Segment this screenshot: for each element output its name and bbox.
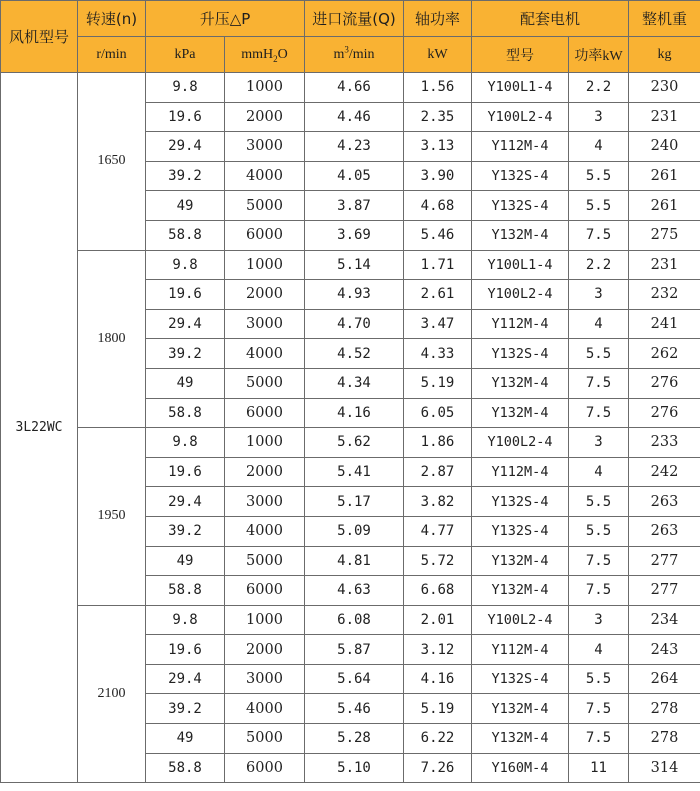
- weight-cell: 278: [629, 694, 700, 724]
- speed-unit: r/min: [78, 37, 146, 73]
- flow-cell: 6.08: [305, 605, 404, 635]
- weight-cell: 232: [629, 280, 700, 310]
- flow-cell: 5.46: [305, 694, 404, 724]
- flow-cell: 4.34: [305, 368, 404, 398]
- shaft-power-cell: 2.35: [404, 102, 472, 132]
- kpa-cell: 29.4: [146, 309, 225, 339]
- mmh2o-cell: 1000: [225, 73, 305, 103]
- motor-power-cell: 5.5: [569, 161, 629, 191]
- table-row: [1, 250, 700, 280]
- weight-cell: 276: [629, 368, 700, 398]
- header-row-units: [1, 37, 700, 73]
- flow-cell: 5.10: [305, 753, 404, 783]
- weight-cell: 275: [629, 220, 700, 250]
- mmh2o-cell: 1000: [225, 250, 305, 280]
- table-body: [1, 73, 700, 783]
- motor-model-cell: Y132S-4: [472, 161, 569, 191]
- fan-model-header: 风机型号: [1, 1, 78, 73]
- motor-power-cell: 7.5: [569, 546, 629, 576]
- motor-model-cell: Y112M-4: [472, 635, 569, 665]
- shaft-power-cell: 5.72: [404, 546, 472, 576]
- motor-model-cell: Y132M-4: [472, 398, 569, 428]
- motor-power-cell: 5.5: [569, 516, 629, 546]
- weight-cell: 314: [629, 753, 700, 783]
- motor-power-cell: 7.5: [569, 220, 629, 250]
- kpa-cell: 49: [146, 724, 225, 754]
- flow-cell: 5.14: [305, 250, 404, 280]
- motor-power-cell: 4: [569, 635, 629, 665]
- shaft-power-cell: 4.68: [404, 191, 472, 221]
- flow-cell: 5.41: [305, 457, 404, 487]
- flow-cell: 3.87: [305, 191, 404, 221]
- motor-model-cell: Y132S-4: [472, 516, 569, 546]
- flow-cell: 5.09: [305, 516, 404, 546]
- motor-model-cell: Y100L2-4: [472, 428, 569, 458]
- flow-cell: 5.17: [305, 487, 404, 517]
- kpa-cell: 9.8: [146, 428, 225, 458]
- motor-power-cell: 7.5: [569, 694, 629, 724]
- speed-cell: 1650: [78, 73, 146, 251]
- mmh2o-cell: 3000: [225, 664, 305, 694]
- shaft-power-cell: 1.71: [404, 250, 472, 280]
- shaft-power-cell: 3.12: [404, 635, 472, 665]
- motor-power-cell: 7.5: [569, 576, 629, 606]
- fan-model-cell: 3L22WC: [1, 73, 78, 783]
- mmh2o-cell: 4000: [225, 161, 305, 191]
- weight-cell: 278: [629, 724, 700, 754]
- motor-model-cell: Y132S-4: [472, 339, 569, 369]
- motor-model-cell: Y100L2-4: [472, 102, 569, 132]
- shaft-power-cell: 5.19: [404, 368, 472, 398]
- shaft-power-unit: kW: [404, 37, 472, 73]
- mmh2o-cell: 6000: [225, 220, 305, 250]
- motor-power-cell: 4: [569, 457, 629, 487]
- table-row: [1, 428, 700, 458]
- header-row-main: [1, 1, 700, 37]
- mmh2o-cell: 4000: [225, 694, 305, 724]
- shaft-power-cell: 3.90: [404, 161, 472, 191]
- weight-cell: 230: [629, 73, 700, 103]
- shaft-power-cell: 7.26: [404, 753, 472, 783]
- weight-cell: 261: [629, 191, 700, 221]
- shaft-power-cell: 2.87: [404, 457, 472, 487]
- weight-cell: 231: [629, 250, 700, 280]
- kpa-cell: 19.6: [146, 635, 225, 665]
- motor-model-cell: Y132M-4: [472, 546, 569, 576]
- mmh2o-cell: 1000: [225, 428, 305, 458]
- motor-model-cell: Y132M-4: [472, 220, 569, 250]
- flow-unit: [305, 37, 404, 73]
- kpa-cell: 39.2: [146, 339, 225, 369]
- flow-cell: 4.23: [305, 132, 404, 162]
- motor-model-header: 型号: [472, 37, 569, 73]
- motor-power-cell: 3: [569, 280, 629, 310]
- mmh2o-cell: 2000: [225, 457, 305, 487]
- motor-model-cell: Y132M-4: [472, 368, 569, 398]
- mmh2o-unit-subscript: 2: [273, 53, 278, 64]
- flow-cell: 4.93: [305, 280, 404, 310]
- flow-cell: 4.05: [305, 161, 404, 191]
- table-row: [1, 73, 700, 103]
- motor-power-cell: 5.5: [569, 487, 629, 517]
- shaft-power-cell: 2.61: [404, 280, 472, 310]
- motor-power-cell: 11: [569, 753, 629, 783]
- shaft-power-cell: 2.01: [404, 605, 472, 635]
- motor-model-cell: Y160M-4: [472, 753, 569, 783]
- flow-cell: 5.87: [305, 635, 404, 665]
- shaft-power-cell: 1.86: [404, 428, 472, 458]
- mmh2o-cell: 5000: [225, 191, 305, 221]
- motor-power-cell: 7.5: [569, 724, 629, 754]
- mmh2o-cell: 6000: [225, 753, 305, 783]
- motor-model-cell: Y132M-4: [472, 694, 569, 724]
- motor-model-cell: Y100L1-4: [472, 73, 569, 103]
- motor-power-cell: 3: [569, 428, 629, 458]
- kpa-cell: 58.8: [146, 398, 225, 428]
- kpa-cell: 58.8: [146, 576, 225, 606]
- kpa-cell: 9.8: [146, 605, 225, 635]
- motor-model-cell: Y132S-4: [472, 487, 569, 517]
- flow-cell: 4.70: [305, 309, 404, 339]
- weight-cell: 241: [629, 309, 700, 339]
- kpa-cell: 19.6: [146, 457, 225, 487]
- weight-cell: 240: [629, 132, 700, 162]
- speed-cell: 1800: [78, 250, 146, 428]
- speed-cell: 1950: [78, 428, 146, 606]
- shaft-power-cell: 3.82: [404, 487, 472, 517]
- flow-cell: 5.28: [305, 724, 404, 754]
- mmh2o-cell: 2000: [225, 102, 305, 132]
- kpa-cell: 58.8: [146, 753, 225, 783]
- mmh2o-cell: 2000: [225, 635, 305, 665]
- weight-cell: 234: [629, 605, 700, 635]
- kpa-cell: 49: [146, 191, 225, 221]
- mmh2o-cell: 6000: [225, 576, 305, 606]
- shaft-power-cell: 4.16: [404, 664, 472, 694]
- motor-model-cell: Y112M-4: [472, 309, 569, 339]
- kpa-cell: 9.8: [146, 73, 225, 103]
- speed-header: 转速(n): [78, 1, 146, 37]
- flow-unit-tail: /min: [348, 46, 375, 62]
- motor-model-cell: Y132S-4: [472, 664, 569, 694]
- kpa-cell: 29.4: [146, 487, 225, 517]
- shaft-power-cell: 1.56: [404, 73, 472, 103]
- kpa-cell: 58.8: [146, 220, 225, 250]
- shaft-power-cell: 5.19: [404, 694, 472, 724]
- motor-model-cell: Y100L1-4: [472, 250, 569, 280]
- flow-cell: 4.81: [305, 546, 404, 576]
- table-header: [1, 1, 700, 73]
- kpa-cell: 39.2: [146, 516, 225, 546]
- motor-model-cell: Y112M-4: [472, 457, 569, 487]
- flow-cell: 5.62: [305, 428, 404, 458]
- motor-power-cell: 2.2: [569, 73, 629, 103]
- kpa-cell: 19.6: [146, 280, 225, 310]
- kpa-cell: 39.2: [146, 161, 225, 191]
- weight-cell: 264: [629, 664, 700, 694]
- shaft-power-cell: 3.13: [404, 132, 472, 162]
- pressure-unit-mmh2o: [225, 37, 305, 73]
- weight-unit: kg: [629, 37, 700, 73]
- weight-cell: 263: [629, 516, 700, 546]
- kpa-cell: 49: [146, 546, 225, 576]
- flow-cell: 4.63: [305, 576, 404, 606]
- mmh2o-cell: 4000: [225, 516, 305, 546]
- weight-cell: 262: [629, 339, 700, 369]
- weight-cell: 242: [629, 457, 700, 487]
- speed-cell: 2100: [78, 605, 146, 783]
- weight-cell: 277: [629, 546, 700, 576]
- weight-cell: 263: [629, 487, 700, 517]
- flow-cell: 4.46: [305, 102, 404, 132]
- kpa-cell: 39.2: [146, 694, 225, 724]
- mmh2o-cell: 5000: [225, 546, 305, 576]
- mmh2o-unit-tail: O: [277, 46, 288, 62]
- mmh2o-cell: 3000: [225, 132, 305, 162]
- shaft-power-cell: 3.47: [404, 309, 472, 339]
- motor-power-cell: 4: [569, 309, 629, 339]
- pressure-header: 升压△P: [146, 1, 305, 37]
- weight-cell: 231: [629, 102, 700, 132]
- kpa-cell: 29.4: [146, 664, 225, 694]
- weight-cell: 276: [629, 398, 700, 428]
- motor-power-cell: 7.5: [569, 368, 629, 398]
- mmh2o-cell: 5000: [225, 724, 305, 754]
- shaft-power-header: 轴功率: [404, 1, 472, 37]
- shaft-power-cell: 4.77: [404, 516, 472, 546]
- flow-cell: 5.64: [305, 664, 404, 694]
- weight-cell: 261: [629, 161, 700, 191]
- shaft-power-cell: 6.05: [404, 398, 472, 428]
- shaft-power-cell: 5.46: [404, 220, 472, 250]
- mmh2o-unit-base: mmH: [241, 46, 274, 62]
- shaft-power-cell: 6.22: [404, 724, 472, 754]
- motor-model-cell: Y132M-4: [472, 576, 569, 606]
- motor-model-cell: Y100L2-4: [472, 605, 569, 635]
- motor-model-cell: Y100L2-4: [472, 280, 569, 310]
- flow-unit-base: m: [333, 46, 345, 62]
- motor-power-cell: 2.2: [569, 250, 629, 280]
- mmh2o-cell: 5000: [225, 368, 305, 398]
- flow-cell: 4.16: [305, 398, 404, 428]
- mmh2o-cell: 6000: [225, 398, 305, 428]
- flow-cell: 3.69: [305, 220, 404, 250]
- weight-cell: 277: [629, 576, 700, 606]
- motor-power-cell: 5.5: [569, 191, 629, 221]
- motor-model-cell: Y112M-4: [472, 132, 569, 162]
- motor-header: 配套电机: [472, 1, 629, 37]
- motor-power-cell: 4: [569, 132, 629, 162]
- shaft-power-cell: 4.33: [404, 339, 472, 369]
- flow-cell: 4.66: [305, 73, 404, 103]
- kpa-cell: 49: [146, 368, 225, 398]
- motor-model-cell: Y132S-4: [472, 191, 569, 221]
- mmh2o-cell: 3000: [225, 309, 305, 339]
- mmh2o-cell: 2000: [225, 280, 305, 310]
- motor-power-cell: 5.5: [569, 339, 629, 369]
- kpa-cell: 29.4: [146, 132, 225, 162]
- mmh2o-cell: 1000: [225, 605, 305, 635]
- table-row: [1, 605, 700, 635]
- flow-unit-superscript: 3: [344, 43, 349, 54]
- mmh2o-cell: 4000: [225, 339, 305, 369]
- kpa-cell: 19.6: [146, 102, 225, 132]
- flow-header: 进口流量(Q): [305, 1, 404, 37]
- flow-cell: 4.52: [305, 339, 404, 369]
- motor-power-header: 功率kW: [569, 37, 629, 73]
- mmh2o-cell: 3000: [225, 487, 305, 517]
- motor-power-cell: 7.5: [569, 398, 629, 428]
- kpa-cell: 9.8: [146, 250, 225, 280]
- motor-power-cell: 3: [569, 102, 629, 132]
- motor-power-cell: 3: [569, 605, 629, 635]
- shaft-power-cell: 6.68: [404, 576, 472, 606]
- motor-power-cell: 5.5: [569, 664, 629, 694]
- weight-cell: 243: [629, 635, 700, 665]
- motor-model-cell: Y132M-4: [472, 724, 569, 754]
- weight-cell: 233: [629, 428, 700, 458]
- pressure-unit-kpa: kPa: [146, 37, 225, 73]
- weight-header: 整机重: [629, 1, 700, 37]
